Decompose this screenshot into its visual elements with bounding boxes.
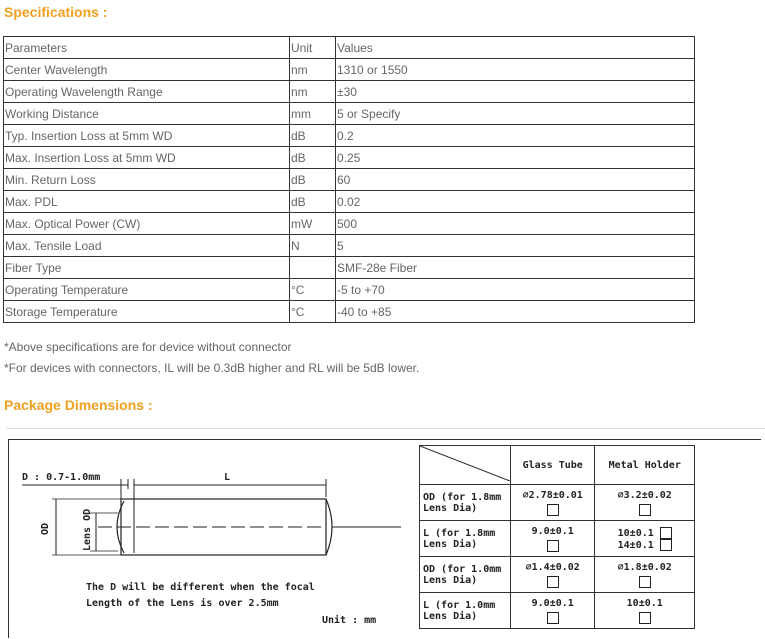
unit-cell: nm: [290, 59, 336, 81]
specifications-heading: Specifications :: [4, 4, 108, 20]
unit-cell: mW: [290, 213, 336, 235]
parameter-cell: Min. Return Loss: [4, 169, 290, 191]
unit-cell: nm: [290, 81, 336, 103]
value-cell: 0.2: [336, 125, 695, 147]
metal-holder-value: 10±0.1: [595, 593, 695, 629]
spec-row: [4, 59, 695, 81]
od-label: OD: [40, 522, 51, 535]
spec-header-row: [4, 37, 695, 59]
unit-cell: dB: [290, 125, 336, 147]
spec-row: [4, 125, 695, 147]
metal-holder-checkbox[interactable]: [639, 504, 651, 516]
parameter-cell: Operating Wavelength Range: [4, 81, 290, 103]
value-cell: 60: [336, 169, 695, 191]
glass-tube-checkbox[interactable]: [547, 612, 559, 624]
dim-row-label: L (for 1.8mm Lens Dia): [420, 521, 511, 557]
unit-cell: [290, 257, 336, 279]
unit-cell: dB: [290, 169, 336, 191]
tube-end-curve: [326, 499, 332, 555]
spec-row: [4, 169, 695, 191]
glass-tube-header: Glass Tube: [511, 446, 595, 485]
unit-cell: mm: [290, 103, 336, 125]
unit-cell: °C: [290, 279, 336, 301]
metal-holder-checkbox[interactable]: [639, 612, 651, 624]
metal-holder-header: Metal Holder: [595, 446, 695, 485]
package-dimensions-heading: Package Dimensions :: [4, 397, 153, 413]
dim-row-od-1.8: [420, 485, 695, 521]
value-cell: 5: [336, 235, 695, 257]
specifications-table: [3, 36, 695, 323]
unit-label: Unit : mm: [322, 615, 377, 626]
parameter-cell: Fiber Type: [4, 257, 290, 279]
lens-od-label: Lens OD: [82, 508, 93, 551]
glass-tube-value: ∅1.4±0.02: [511, 557, 595, 593]
value-cell: SMF-28e Fiber: [336, 257, 695, 279]
glass-tube-value: 9.0±0.1: [511, 521, 595, 557]
spec-row: [4, 235, 695, 257]
value-cell: 0.02: [336, 191, 695, 213]
dim-header-row: [420, 446, 695, 485]
value-cell: 500: [336, 213, 695, 235]
note-with-connectors: *For devices with connectors, IL will be 0.3dB higher and RL will be 5dB lower.: [4, 361, 420, 375]
parameter-cell: Max. Insertion Loss at 5mm WD: [4, 147, 290, 169]
glass-tube-checkbox[interactable]: [547, 504, 559, 516]
parameter-cell: Typ. Insertion Loss at 5mm WD: [4, 125, 290, 147]
spec-row: [4, 191, 695, 213]
unit-cell: dB: [290, 191, 336, 213]
glass-tube-checkbox[interactable]: [547, 576, 559, 588]
spec-row: [4, 81, 695, 103]
metal-holder-value: 10±0.1 14±0.1: [595, 521, 695, 557]
glass-tube-value: 9.0±0.1: [511, 593, 595, 629]
spec-row: [4, 147, 695, 169]
collimator-drawing: [6, 429, 416, 639]
parameter-cell: Working Distance: [4, 103, 290, 125]
value-cell: 5 or Specify: [336, 103, 695, 125]
metal-holder-value: ∅1.8±0.02: [595, 557, 695, 593]
parameter-cell: Parameters: [4, 37, 290, 59]
glass-tube-checkbox[interactable]: [547, 540, 559, 552]
metal-holder-value: ∅3.2±0.02: [595, 485, 695, 521]
package-dimensions-figure: [6, 428, 765, 639]
value-cell: ±30: [336, 81, 695, 103]
drawing-note-line-2: Length of the Lens is over 2.5mm: [86, 598, 279, 609]
d-dimension-label: D : 0.7-1.0mm: [22, 472, 101, 483]
dim-row-label: OD (for 1.8mm Lens Dia): [420, 485, 511, 521]
l-dimension-label: L: [224, 472, 231, 483]
spec-row: [4, 213, 695, 235]
dimensions-table: [419, 445, 695, 629]
note-without-connector: *Above specifications are for device without connector: [4, 340, 292, 354]
spec-row: [4, 301, 695, 323]
diagonal-corner-cell: [420, 446, 511, 485]
parameter-cell: Max. Tensile Load: [4, 235, 290, 257]
parameter-cell: Operating Temperature: [4, 279, 290, 301]
value-cell: Values: [336, 37, 695, 59]
dim-row-od-1.0: [420, 557, 695, 593]
dim-row-label: L (for 1.0mm Lens Dia): [420, 593, 511, 629]
metal-holder-10-checkbox[interactable]: [660, 527, 672, 539]
glass-tube-value: ∅2.78±0.01: [511, 485, 595, 521]
value-cell: 0.25: [336, 147, 695, 169]
parameter-cell: Max. Optical Power (CW): [4, 213, 290, 235]
spec-row: [4, 279, 695, 301]
metal-holder-14-checkbox[interactable]: [660, 539, 672, 551]
value-cell: 1310 or 1550: [336, 59, 695, 81]
spec-row: [4, 103, 695, 125]
unit-cell: dB: [290, 147, 336, 169]
unit-cell: Unit: [290, 37, 336, 59]
parameter-cell: Center Wavelength: [4, 59, 290, 81]
parameter-cell: Max. PDL: [4, 191, 290, 213]
diagonal-line: [420, 446, 510, 481]
value-cell: -40 to +85: [336, 301, 695, 323]
drawing-note-line-1: The D will be different when the focal: [86, 582, 315, 593]
dim-row-label: OD (for 1.0mm Lens Dia): [420, 557, 511, 593]
spec-row: [4, 257, 695, 279]
unit-cell: N: [290, 235, 336, 257]
parameter-cell: Storage Temperature: [4, 301, 290, 323]
value-cell: -5 to +70: [336, 279, 695, 301]
dim-row-l-1.8: [420, 521, 695, 557]
metal-holder-checkbox[interactable]: [639, 576, 651, 588]
unit-cell: °C: [290, 301, 336, 323]
dim-row-l-1.0: [420, 593, 695, 629]
